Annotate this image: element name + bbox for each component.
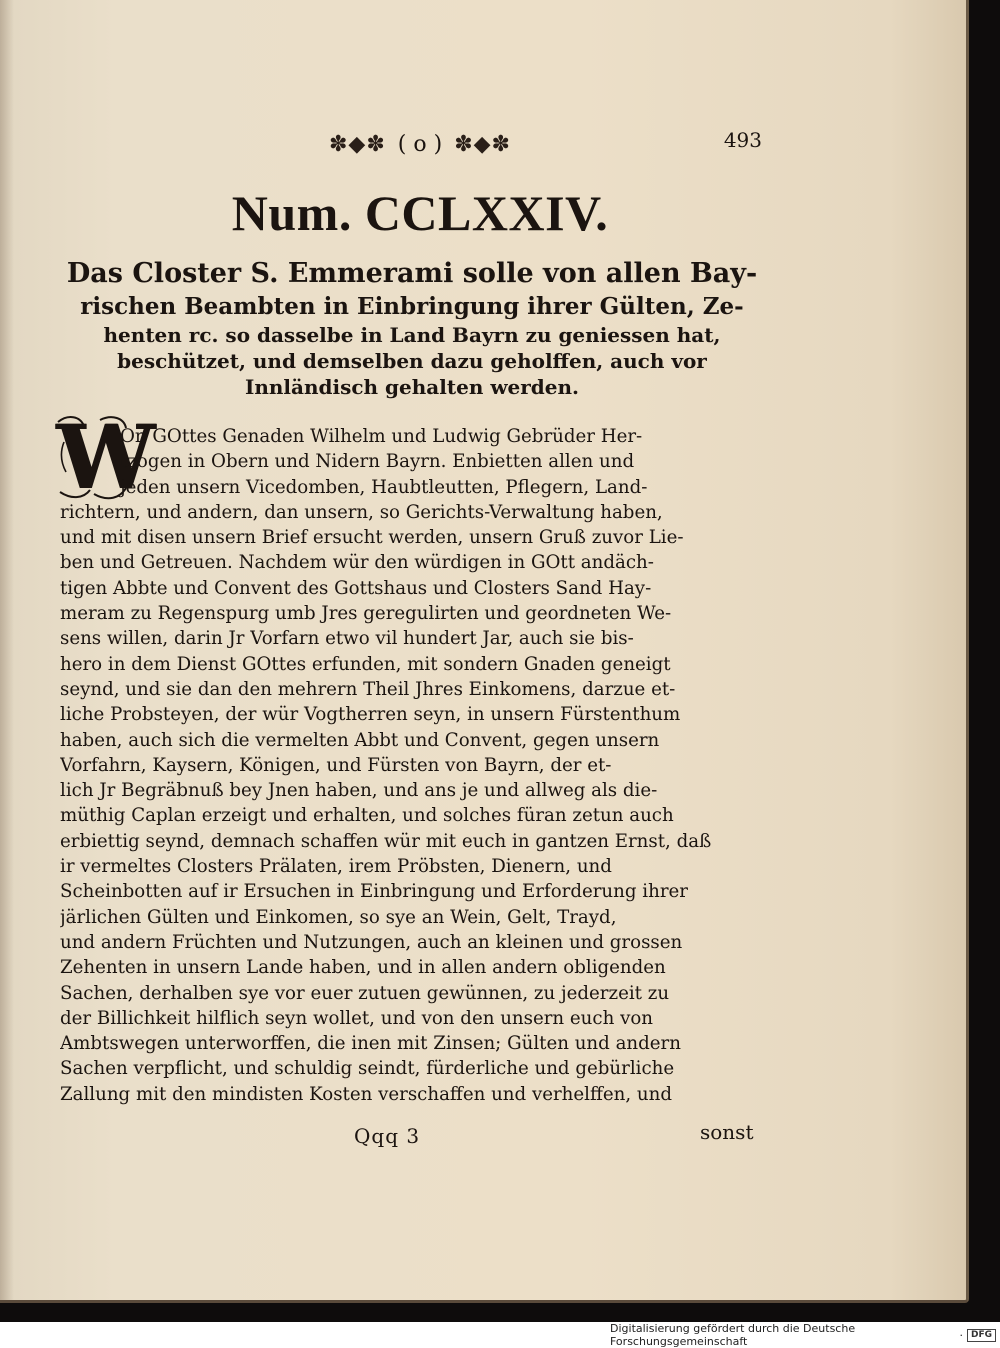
body-line: müthig Caplan erzeigt und erhalten, und solches füran zetun auch — [60, 805, 674, 827]
body-line: lich Jr Begräbnuß bey Jnen haben, und ans je und allweg als die- — [60, 780, 658, 802]
body-line: On GOttes Genaden Wilhelm und Ludwig Gebrüder Her- — [120, 426, 643, 447]
body-line: der Billichkeit hilflich seyn wollet, und von den unsern euch von — [60, 1007, 654, 1029]
body-line: meram zu Regenspurg umb Jres geregulirten und geordneten We- — [60, 603, 672, 625]
body-line: Vorfahrn, Kaysern, Königen, und Fürsten von Bayrn, der et- — [60, 754, 612, 776]
body-line: järlichen Gülten und Einkomen, so sye an Wein, Gelt, Trayd, — [60, 906, 617, 928]
body-text — [60, 424, 750, 1107]
body-line: haben, auch sich die vermelten Abbt und Convent, gegen unsern — [60, 729, 660, 751]
drop-cap: W — [56, 405, 155, 509]
header-mark: ( o ) — [397, 131, 443, 157]
credit-separator: · — [959, 1328, 963, 1342]
heading-line: beschützet, und demselben dazu geholffen, auch vor — [117, 349, 707, 373]
body-line: und andern Früchten und Nutzungen, auch an kleinen und grossen — [60, 931, 683, 953]
catchword: sonst — [700, 1120, 754, 1144]
credit-text: Digitalisierung gefördert durch die Deutsche Forschungsgemeinschaft — [610, 1322, 856, 1348]
body-line: richtern, und andern, dan unsern, so Gerichts-Verwaltung haben, — [60, 501, 663, 523]
document-heading — [62, 256, 762, 400]
body-line: und mit disen unsern Brief ersucht werden, unsern Gruß zuvor Lie- — [60, 527, 684, 549]
body-line: erbiettig seynd, demnach schaffen wür mit euch in gantzen Ernst, daß — [60, 830, 712, 852]
body-line: Sachen, derhalben sye vor euer zutuen gewünnen, zu jederzeit zu — [60, 982, 670, 1004]
digitization-credit — [610, 1322, 996, 1348]
body-line: hero in dem Dienst GOttes erfunden, mit sondern Gnaden geneigt — [60, 653, 671, 675]
body-line: liche Probsteyen, der wür Vogtherren seyn, in unsern Fürstenthum — [60, 704, 681, 726]
body-line: ben und Getreuen. Nachdem wür den würdigen in GOtt andäch- — [60, 552, 654, 574]
document-number-title: Num. CCLXXIV. — [231, 185, 609, 241]
signature-mark: Qqq 3 — [354, 1124, 421, 1148]
body-line: tigen Abbte und Convent des Gottshaus und Closters Sand Hay- — [60, 577, 652, 599]
page-number: 493 — [723, 128, 762, 152]
body-line: Scheinbotten auf ir Ersuchen in Einbringung und Erforderung ihrer — [60, 881, 688, 903]
ornament-right-icon: ✽◆✽ — [454, 131, 511, 157]
body-line: seynd, und sie dan den mehrern Theil Jhres Einkomens, darzue et- — [60, 678, 676, 700]
body-line: sens willen, darin Jr Vorfarn etwo vil hundert Jar, auch sie bis- — [60, 628, 634, 650]
body-line: Zehenten in unsern Lande haben, und in allen andern obligenden — [60, 957, 666, 979]
ornament-left-icon: ✽◆✽ — [329, 131, 386, 157]
body-line: Ambtswegen unterworffen, die inen mit Zinsen; Gülten und andern — [60, 1033, 681, 1055]
dfg-logo-icon: DFG — [967, 1329, 996, 1342]
running-header — [300, 124, 540, 164]
heading-line: henten rc. so dasselbe in Land Bayrn zu geniessen hat, — [103, 323, 721, 347]
body-line: ir vermeltes Closters Prälaten, irem Pröbsten, Dienern, und — [60, 856, 612, 878]
heading-line: Innländisch gehalten werden. — [244, 375, 580, 399]
body-line: Sachen verpflicht, und schuldig seindt, fürderliche und gebürliche — [60, 1058, 675, 1080]
spine-shadow — [0, 0, 14, 1300]
heading-line: rischen Beambten in Einbringung ihrer Gülten, Ze- — [80, 293, 744, 320]
body-line: tzogen in Obern und Nidern Bayrn. Enbietten allen und — [120, 451, 635, 473]
body-line: Zallung mit den mindisten Kosten verschaffen und verhelffen, und — [60, 1083, 672, 1105]
body-line: jeden unsern Vicedomben, Haubtleutten, Pflegern, Land- — [120, 476, 648, 498]
heading-line: Das Closter S. Emmerami solle von allen Bay- — [66, 258, 758, 289]
